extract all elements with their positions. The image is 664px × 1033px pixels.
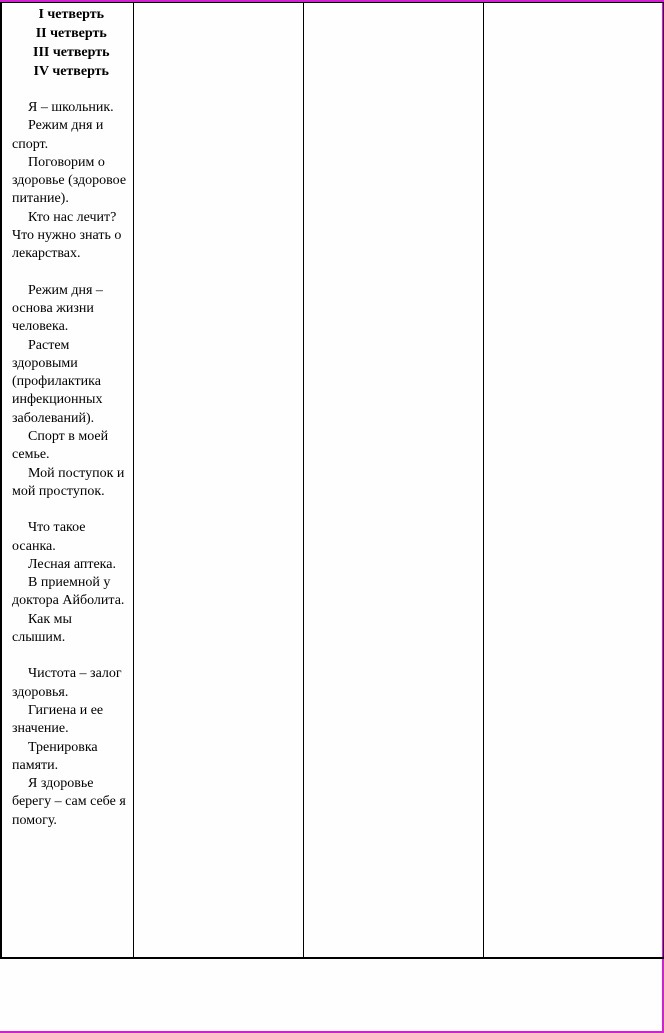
quarter-label: II четверть <box>35 26 107 41</box>
quarter-label: I четверть <box>38 7 105 22</box>
topic-item: Кто нас лечит? Что нужно знать о лекарствах. <box>12 209 122 262</box>
quarter-label: IV четверть <box>33 64 109 79</box>
empty-cell-4 <box>483 3 663 959</box>
topic-item: Гигиена и ее значение. <box>12 702 104 737</box>
topic-item: Я здоровье берегу – сам себе я помогу. <box>12 776 126 828</box>
topic-item: Мой поступок и мой проступок. <box>12 465 125 499</box>
topic-item: Как мы слышим. <box>12 611 72 646</box>
quarters-list <box>12 5 127 81</box>
topic-item: Что такое осанка. <box>12 520 86 554</box>
empty-cell-2 <box>133 3 303 959</box>
empty-cell-3 <box>303 3 483 959</box>
table-row <box>1 3 663 959</box>
topic-group-1 <box>12 99 127 264</box>
topic-item: Спорт в моей семье. <box>12 429 109 463</box>
topic-group-3 <box>12 519 127 647</box>
quarter-label: III четверть <box>33 45 110 60</box>
topic-item: В приемной у доктора Айболита. <box>12 575 125 609</box>
topic-item: Лесная аптека. <box>28 556 116 572</box>
program-table <box>0 2 664 959</box>
topics-cell <box>1 3 133 959</box>
topic-item: Режим дня – основа жизни человека. <box>12 282 103 335</box>
topic-item: Чистота – залог здоровья. <box>12 666 122 700</box>
topic-item: Поговорим о здоровье (здоровое питание). <box>12 154 127 207</box>
topic-group-2 <box>12 282 127 502</box>
topic-item: Режим дня и спорт. <box>12 118 104 152</box>
topic-item: Тренировка памяти. <box>12 739 98 773</box>
topic-item: Растем здоровыми (профилактика инфекционных заболеваний). <box>12 337 103 426</box>
topic-group-4 <box>12 665 127 830</box>
topic-item: Я – школьник. <box>28 100 114 115</box>
